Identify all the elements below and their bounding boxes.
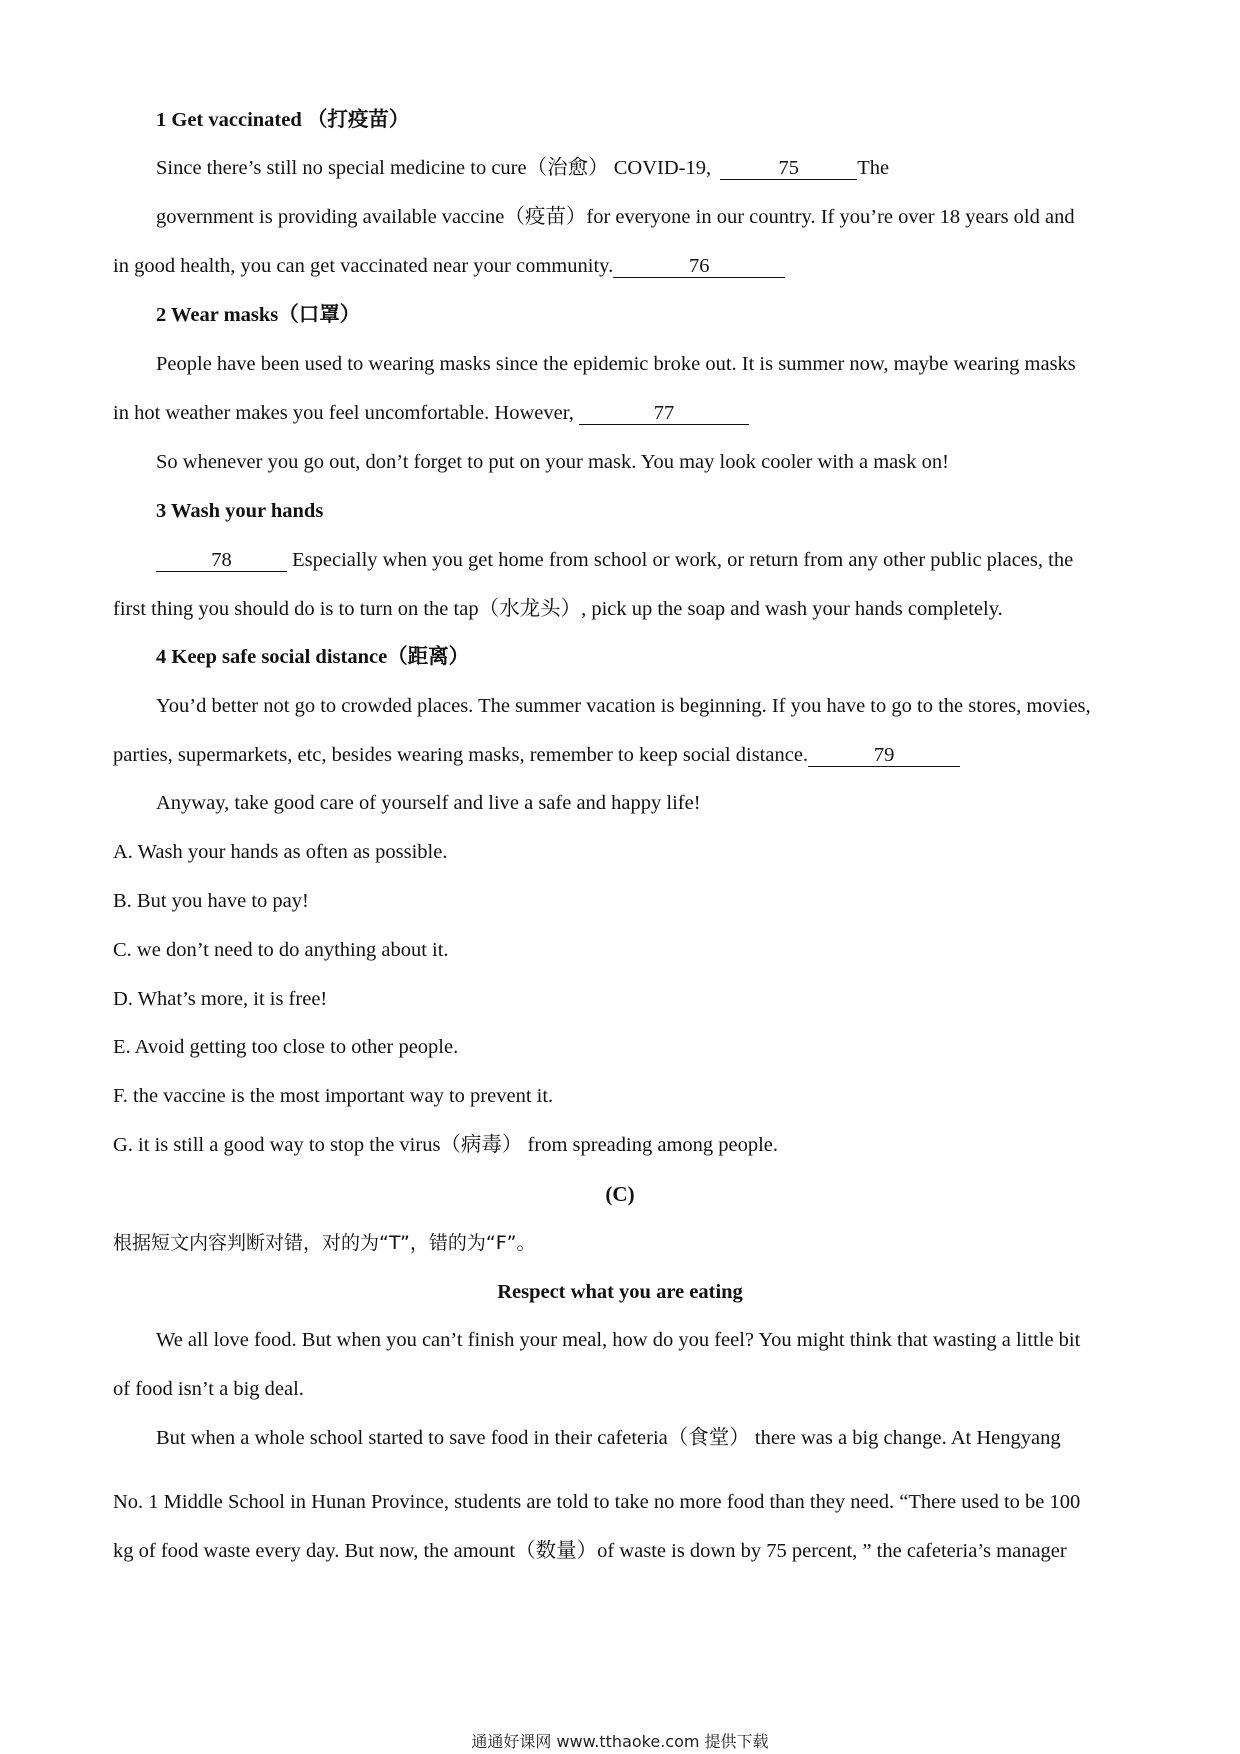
text-span: Since there’s still no special medicine to cure（治愈） COVID-19, — [156, 157, 712, 179]
text-span: The — [857, 157, 890, 179]
section-c-heading: (C) — [605, 1182, 635, 1206]
option-c: C. we don’t need to do anything about it. — [113, 939, 449, 961]
page-footer: 通通好课网 www.tthaoke.com 提供下载 — [471, 1732, 769, 1751]
blank-77: 77 — [579, 402, 749, 425]
option-e: E. Avoid getting too close to other people. — [113, 1036, 459, 1058]
blank-78: 78 — [156, 549, 287, 572]
option-a: A. Wash your hands as often as possible. — [113, 841, 448, 863]
paragraph-line: You’d better not go to crowded places. The summer vacation is beginning. If you have to go to the stores, movies, — [156, 695, 1091, 717]
paragraph-line — [156, 546, 1073, 574]
paragraph-line — [113, 741, 960, 769]
text-span: in good health, you can get vaccinated near your community. — [113, 255, 614, 277]
blank-75: 75 — [720, 157, 857, 180]
paragraph-line — [113, 252, 785, 280]
heading-wear-masks: 2 Wear masks（口罩） — [156, 304, 361, 326]
paragraph-line: kg of food waste every day. But now, the amount（数量）of waste is down by 75 percent, ” the cafeteria’s manager — [113, 1540, 1067, 1562]
paragraph-line: No. 1 Middle School in Hunan Province, students are told to take no more food than they need. “There used to be 100 — [113, 1491, 1081, 1513]
paragraph-line: But when a whole school started to save food in their cafeteria（食堂） there was a big change. At Hengyang — [156, 1427, 1061, 1449]
heading-get-vaccinated: 1 Get vaccinated （打疫苗） — [156, 109, 410, 131]
paragraph-line — [113, 399, 749, 427]
instruction-text: 根据短文内容判断对错，对的为“T”，错的为“F”。 — [113, 1232, 536, 1254]
paragraph-line: We all love food. But when you can’t finish your meal, how do you feel? You might think that wasting a little bit — [156, 1329, 1081, 1351]
passage-title: Respect what you are eating — [497, 1281, 743, 1303]
option-g: G. it is still a good way to stop the virus（病毒） from spreading among people. — [113, 1134, 779, 1156]
blank-79: 79 — [808, 744, 960, 767]
paragraph-line: first thing you should do is to turn on the tap（水龙头）, pick up the soap and wash your hands completely. — [113, 598, 1003, 620]
heading-wash-hands: 3 Wash your hands — [156, 500, 324, 522]
text-span: parties, supermarkets, etc, besides wearing masks, remember to keep social distance. — [113, 744, 809, 766]
paragraph-line: Anyway, take good care of yourself and live a safe and happy life! — [156, 792, 701, 814]
option-d: D. What’s more, it is free! — [113, 988, 328, 1010]
paragraph-line: So whenever you go out, don’t forget to put on your mask. You may look cooler with a mask on! — [156, 451, 949, 473]
paragraph-line: of food isn’t a big deal. — [113, 1378, 304, 1400]
paragraph-line: government is providing available vaccine（疫苗）for everyone in our country. If you’re over 18 years old and — [156, 206, 1075, 228]
paragraph-line: People have been used to wearing masks since the epidemic broke out. It is summer now, maybe wearing masks — [156, 353, 1076, 375]
text-span: Especially when you get home from school or work, or return from any other public places, the — [292, 549, 1074, 571]
blank-76: 76 — [613, 255, 785, 278]
paragraph-line — [156, 154, 889, 182]
option-b: B. But you have to pay! — [113, 890, 309, 912]
text-span: in hot weather makes you feel uncomfortable. However, — [113, 402, 574, 424]
heading-social-distance: 4 Keep safe social distance（距离） — [156, 646, 470, 668]
option-f: F. the vaccine is the most important way to prevent it. — [113, 1085, 554, 1107]
